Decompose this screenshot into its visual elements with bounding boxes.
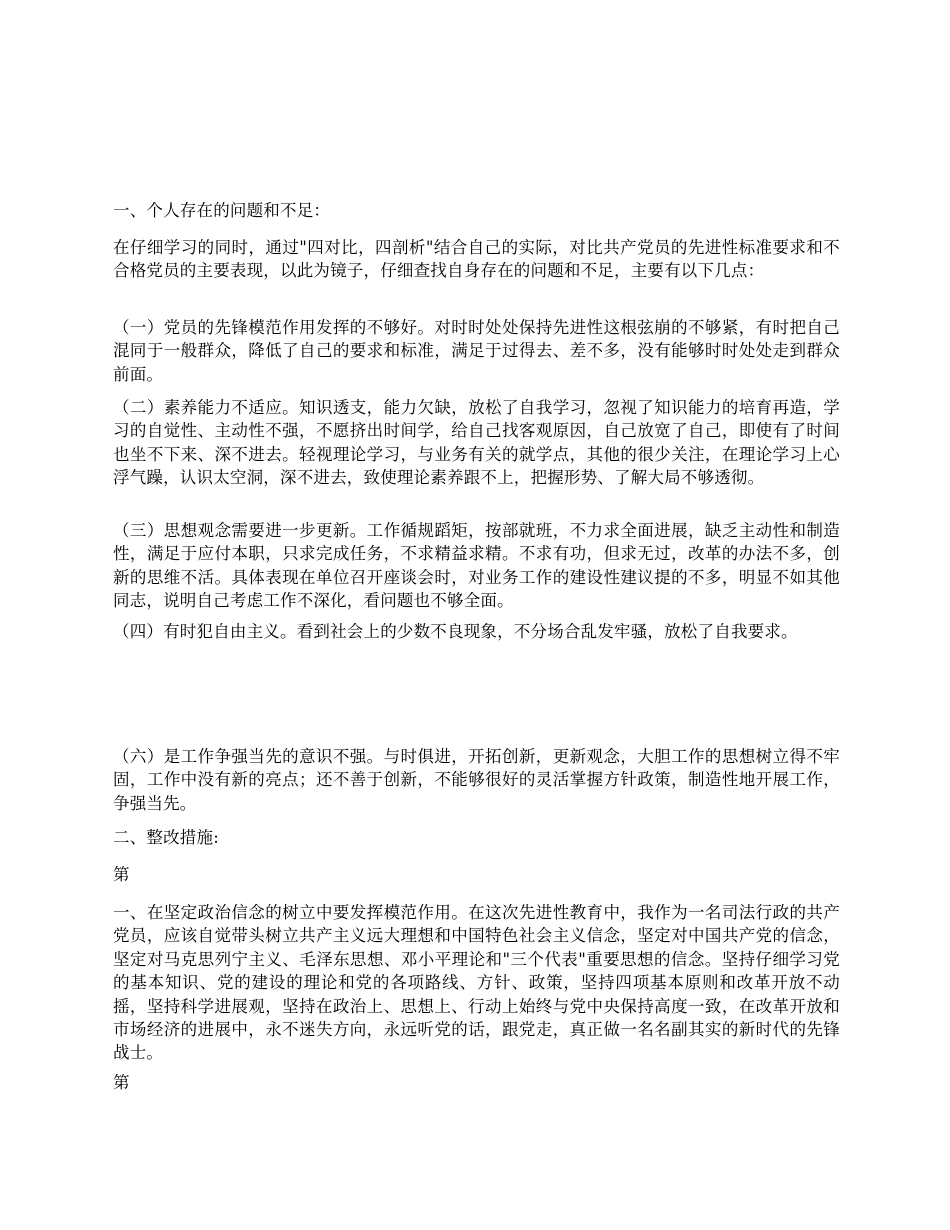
point-one-paragraph: （一）党员的先锋模范作用发挥的不够好。对时时处处保持先进性这根弦崩的不够紧，有时把自己混同于一般群众，降低了自己的要求和标准，满足于过得去、差不多，没有能够时时处处走到群众前面。 bbox=[113, 318, 840, 384]
measure-second-label: 第 bbox=[113, 1073, 130, 1092]
point-four-paragraph: （四）有时犯自由主义。看到社会上的少数不良现象，不分场合乱发牢骚，放松了自我要求。 bbox=[113, 622, 798, 641]
point-two-paragraph: （二）素养能力不适应。知识透支，能力欠缺，放松了自我学习，忽视了知识能力的培育再造，学习的自觉性、主动性不强，不愿挤出时间学，给自己找客观原因，自己放宽了自己，即使有了时间也坐不下来、深不进去。轻视理论学习，与业务有关的就学点，其他的很少关注，在理论学习上心浮气躁，认识太空洞，深不进去，致使理论素养跟不上，把握形势、了解大局不够透彻。 bbox=[113, 398, 840, 488]
section-heading-measures: 二、整改措施: bbox=[113, 828, 219, 847]
point-three-paragraph: （三）思想观念需要进一步更新。工作循规蹈矩，按部就班，不力求全面进展，缺乏主动性和制造性，满足于应付本职，只求完成任务，不求精益求精。不求有功，但求无过，改革的办法不多，创新的思维不活。具体表现在单位召开座谈会时，对业务工作的建设性建议提的不多，明显不如其他同志，说明自己考虑工作不深化，看问题也不够全面。 bbox=[113, 521, 840, 611]
intro-paragraph: 在仔细学习的同时，通过"四对比，四剖析"结合自己的实际，对比共产党员的先进性标准要求和不合格党员的主要表现，以此为镜子，仔细查找自身存在的问题和不足，主要有以下几点： bbox=[113, 238, 840, 281]
measure-first-label: 第 bbox=[113, 865, 130, 884]
section-heading-problems: 一、个人存在的问题和不足： bbox=[113, 201, 331, 220]
measure-one-paragraph: 一、在坚定政治信念的树立中要发挥模范作用。在这次先进性教育中，我作为一名司法行政的共产党员，应该自觉带头树立共产主义远大理想和中国特色社会主义信念，坚定对中国共产党的信念，坚定对马克思列宁主义、毛泽东思想、邓小平理论和"三个代表"重要思想的信念。坚持仔细学习党的基本知识、党的建设的理论和党的各项路线、方针、政策，坚持四项基本原则和改革开放不动摇，坚持科学进展观，坚持在政治上、思想上、行动上始终与党中央保持高度一致，在改革开放和市场经济的进展中，永不迷失方向，永远听党的话，跟党走，真正做一名名副其实的新时代的先锋战士。 bbox=[113, 903, 840, 1063]
point-six-paragraph: （六）是工作争强当先的意识不强。与时俱进，开拓创新，更新观念，大胆工作的思想树立得不牢固，工作中没有新的亮点；还不善于创新，不能够很好的灵活掌握方针政策，制造性地开展工作，争强当先。 bbox=[113, 747, 840, 813]
